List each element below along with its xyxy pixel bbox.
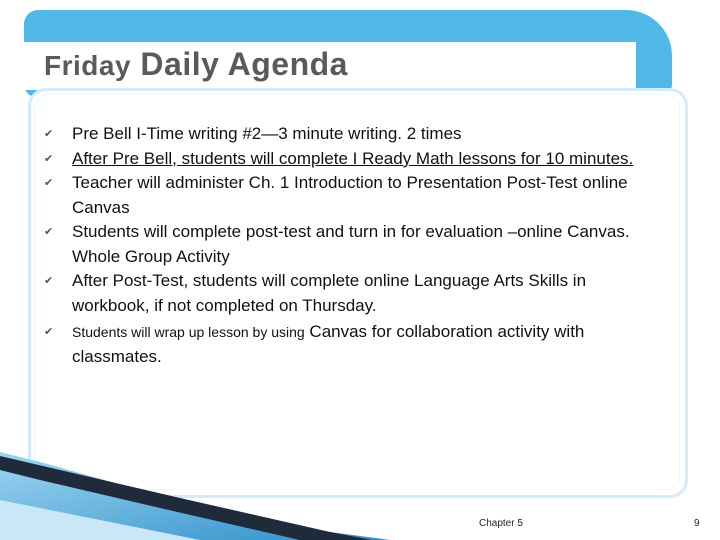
agenda-item-text: After Post-Test, students will complete online Language Arts Skills in workbook, if not completed on Thursday. [72, 271, 587, 315]
arrow-bullet-icon: ✔︎ [44, 177, 54, 189]
title-day: Friday [44, 50, 132, 81]
agenda-item-6 [44, 320, 664, 369]
agenda-item-2 [44, 147, 664, 172]
agenda-item-text: Teacher will administer Ch. 1 Introduction to Presentation Post-Test online Canvas [72, 173, 628, 217]
agenda-item-text: After Pre Bell, students will complete I Ready Math lessons for 10 minutes. [72, 148, 634, 168]
agenda-item-text-small: Students will wrap up lesson by using [72, 324, 305, 340]
agenda-item-1 [44, 122, 664, 147]
arrow-bullet-icon: ✔︎ [44, 326, 54, 338]
agenda-item-3 [44, 171, 664, 220]
footer-page-number: 9 [694, 518, 700, 529]
title-main: Daily Agenda [140, 46, 348, 82]
agenda-item-5 [44, 269, 664, 318]
agenda-item-text-rest: Canvas for collaboration activity with classmates. [72, 322, 585, 366]
agenda-item-text [72, 322, 584, 366]
agenda-list [44, 122, 664, 369]
agenda-item-text: Pre Bell I-Time writing #2—3 minute writing. 2 times [72, 124, 462, 143]
footer-chapter: Chapter 5 [479, 518, 523, 529]
slide-title [44, 46, 348, 83]
arrow-bullet-icon: ✔︎ [44, 128, 54, 140]
arrow-bullet-icon: ✔︎ [44, 275, 54, 287]
agenda-item-4 [44, 220, 664, 269]
arrow-bullet-icon: ✔︎ [44, 226, 54, 238]
agenda-item-text: Students will complete post-test and turn in for evaluation –online Canvas. Whole Group Activity [72, 222, 630, 266]
arrow-bullet-icon: ✔︎ [44, 152, 54, 165]
